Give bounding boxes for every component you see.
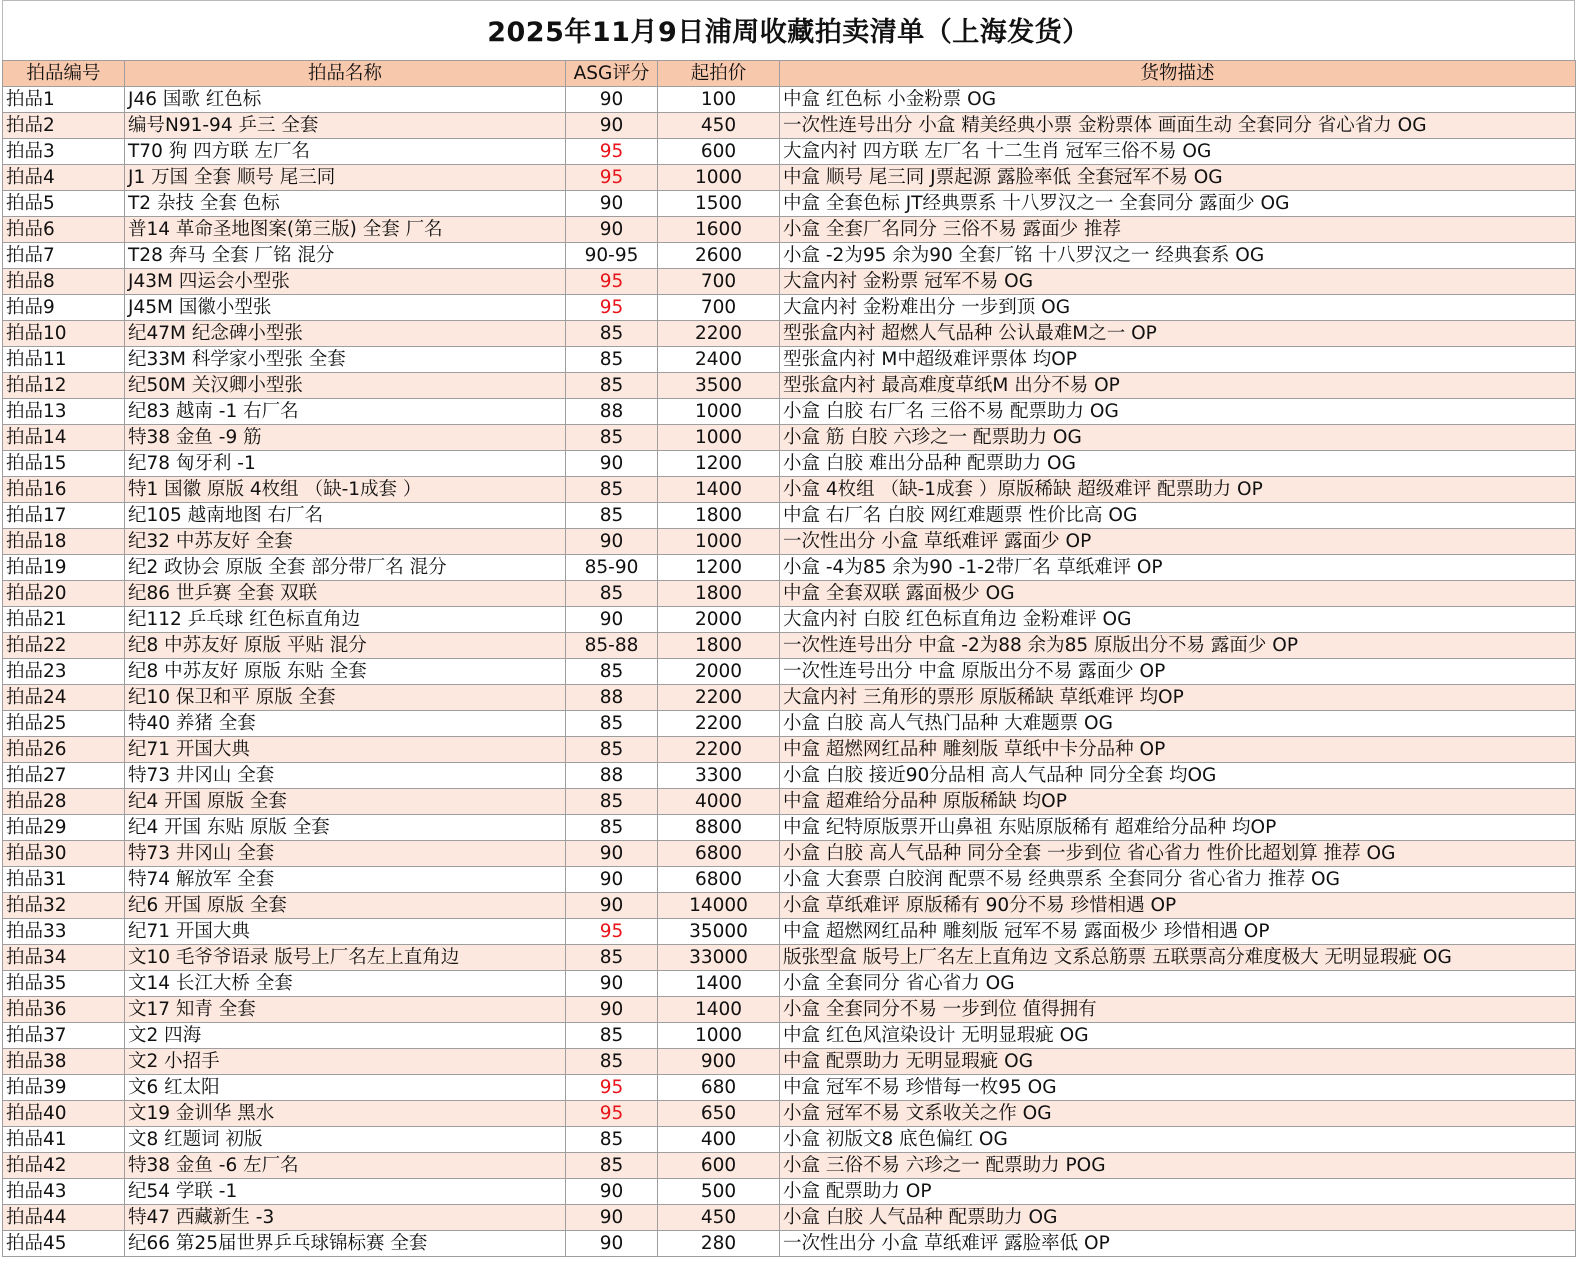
asg-score-cell: 90 <box>566 217 658 243</box>
table-row[interactable] <box>3 321 1576 347</box>
description-cell: 小盒 大套票 白胶润 配票不易 经典票系 全套同分 省心省力 推荐 OG <box>780 867 1576 893</box>
table-row[interactable] <box>3 945 1576 971</box>
lot-name-cell: 特74 解放军 全套 <box>125 867 566 893</box>
lot-name-cell: 文10 毛爷爷语录 版号上厂名左上直角边 <box>125 945 566 971</box>
lot-number-cell: 拍品19 <box>3 555 125 581</box>
description-cell: 中盒 右厂名 白胶 网红难题票 性价比高 OG <box>780 503 1576 529</box>
lot-name-cell: 纪4 开国 原版 全套 <box>125 789 566 815</box>
lot-name-cell: 纪2 政协会 原版 全套 部分带厂名 混分 <box>125 555 566 581</box>
asg-score-cell: 85 <box>566 659 658 685</box>
table-row[interactable] <box>3 893 1576 919</box>
lot-name-cell: 文2 四海 <box>125 1023 566 1049</box>
lot-number-cell: 拍品27 <box>3 763 125 789</box>
description-cell: 型张盒内衬 M中超级难评票体 均OP <box>780 347 1576 373</box>
table-row[interactable] <box>3 1049 1576 1075</box>
table-row[interactable] <box>3 711 1576 737</box>
starting-price-cell: 1200 <box>658 555 780 581</box>
lot-number-cell: 拍品41 <box>3 1127 125 1153</box>
asg-score-cell: 95 <box>566 139 658 165</box>
table-row[interactable] <box>3 399 1576 425</box>
lot-name-cell: 编号N91-94 乒三 全套 <box>125 113 566 139</box>
table-row[interactable] <box>3 1205 1576 1231</box>
column-header-asg-score[interactable]: ASG评分 <box>566 61 658 87</box>
description-cell: 小盒 白胶 高人气热门品种 大难题票 OG <box>780 711 1576 737</box>
lot-name-cell: J1 万国 全套 顺号 尾三同 <box>125 165 566 191</box>
description-cell: 一次性连号出分 中盒 原版出分不易 露面少 OP <box>780 659 1576 685</box>
description-cell: 小盒 -2为95 余为90 全套厂铭 十八罗汉之一 经典套系 OG <box>780 243 1576 269</box>
description-cell: 小盒 白胶 高人气品种 同分全套 一步到位 省心省力 性价比超划算 推荐 OG <box>780 841 1576 867</box>
lot-number-cell: 拍品25 <box>3 711 125 737</box>
lot-name-cell: 纪33M 科学家小型张 全套 <box>125 347 566 373</box>
asg-score-cell: 88 <box>566 763 658 789</box>
lot-name-cell: 纪6 开国 原版 全套 <box>125 893 566 919</box>
column-header-starting-price[interactable]: 起拍价 <box>658 61 780 87</box>
lot-number-cell: 拍品24 <box>3 685 125 711</box>
description-cell: 大盒内衬 三角形的票形 原版稀缺 草纸难评 均OP <box>780 685 1576 711</box>
starting-price-cell: 1000 <box>658 529 780 555</box>
table-row[interactable] <box>3 269 1576 295</box>
starting-price-cell: 650 <box>658 1101 780 1127</box>
starting-price-cell: 700 <box>658 269 780 295</box>
lot-number-cell: 拍品34 <box>3 945 125 971</box>
table-row[interactable] <box>3 503 1576 529</box>
starting-price-cell: 1500 <box>658 191 780 217</box>
table-row[interactable] <box>3 87 1576 113</box>
starting-price-cell: 450 <box>658 113 780 139</box>
starting-price-cell: 1200 <box>658 451 780 477</box>
description-cell: 中盒 配票助力 无明显瑕疵 OG <box>780 1049 1576 1075</box>
asg-score-cell: 88 <box>566 685 658 711</box>
lot-name-cell: 普14 革命圣地图案(第三版) 全套 厂名 <box>125 217 566 243</box>
asg-score-cell: 90 <box>566 607 658 633</box>
lot-number-cell: 拍品1 <box>3 87 125 113</box>
asg-score-cell: 90 <box>566 451 658 477</box>
description-cell: 小盒 全套同分不易 一步到位 值得拥有 <box>780 997 1576 1023</box>
starting-price-cell: 1800 <box>658 633 780 659</box>
asg-score-cell: 90 <box>566 1179 658 1205</box>
asg-score-cell: 85 <box>566 373 658 399</box>
asg-score-cell: 95 <box>566 919 658 945</box>
lot-name-cell: 文2 小招手 <box>125 1049 566 1075</box>
lot-number-cell: 拍品37 <box>3 1023 125 1049</box>
lot-number-cell: 拍品44 <box>3 1205 125 1231</box>
description-cell: 中盒 纪特原版票开山鼻祖 东贴原版稀有 超难给分品种 均OP <box>780 815 1576 841</box>
table-row[interactable] <box>3 1023 1576 1049</box>
lot-name-cell: 纪8 中苏友好 原版 平贴 混分 <box>125 633 566 659</box>
lot-name-cell: 纪54 学联 -1 <box>125 1179 566 1205</box>
lot-name-cell: 特40 养猪 全套 <box>125 711 566 737</box>
description-cell: 中盒 超燃网红品种 雕刻版 冠军不易 露面极少 珍惜相遇 OP <box>780 919 1576 945</box>
lot-name-cell: 特73 井冈山 全套 <box>125 841 566 867</box>
starting-price-cell: 1000 <box>658 165 780 191</box>
table-row[interactable] <box>3 1127 1576 1153</box>
asg-score-cell: 85 <box>566 477 658 503</box>
starting-price-cell: 1400 <box>658 477 780 503</box>
table-row[interactable] <box>3 165 1576 191</box>
lot-number-cell: 拍品31 <box>3 867 125 893</box>
lot-number-cell: 拍品11 <box>3 347 125 373</box>
lot-name-cell: T70 狗 四方联 左厂名 <box>125 139 566 165</box>
asg-score-cell: 85 <box>566 945 658 971</box>
starting-price-cell: 1400 <box>658 997 780 1023</box>
description-cell: 中盒 顺号 尾三同 J票起源 露脸率低 全套冠军不易 OG <box>780 165 1576 191</box>
lot-name-cell: T28 奔马 全套 厂铭 混分 <box>125 243 566 269</box>
starting-price-cell: 4000 <box>658 789 780 815</box>
asg-score-cell: 85 <box>566 347 658 373</box>
asg-score-cell: 85 <box>566 1153 658 1179</box>
asg-score-cell: 85 <box>566 1023 658 1049</box>
description-cell: 小盒 配票助力 OP <box>780 1179 1576 1205</box>
asg-score-cell: 85 <box>566 737 658 763</box>
starting-price-cell: 1800 <box>658 503 780 529</box>
table-row[interactable] <box>3 113 1576 139</box>
description-cell: 一次性出分 小盒 草纸难评 露脸率低 OP <box>780 1231 1576 1257</box>
lot-number-cell: 拍品43 <box>3 1179 125 1205</box>
table-row[interactable] <box>3 373 1576 399</box>
description-cell: 小盒 草纸难评 原版稀有 90分不易 珍惜相遇 OP <box>780 893 1576 919</box>
auction-table <box>2 60 1576 1257</box>
asg-score-cell: 85 <box>566 815 658 841</box>
asg-score-cell: 95 <box>566 269 658 295</box>
lot-name-cell: 纪71 开国大典 <box>125 919 566 945</box>
description-cell: 型张盒内衬 最高难度草纸M 出分不易 OP <box>780 373 1576 399</box>
lot-name-cell: 纪86 世乒赛 全套 双联 <box>125 581 566 607</box>
column-header-lot-number[interactable]: 拍品编号 <box>3 61 125 87</box>
description-cell: 大盒内衬 四方联 左厂名 十二生肖 冠军三俗不易 OG <box>780 139 1576 165</box>
asg-score-cell: 90 <box>566 529 658 555</box>
description-cell: 一次性连号出分 小盒 精美经典小票 金粉票体 画面生动 全套同分 省心省力 OG <box>780 113 1576 139</box>
starting-price-cell: 2000 <box>658 659 780 685</box>
lot-number-cell: 拍品42 <box>3 1153 125 1179</box>
starting-price-cell: 35000 <box>658 919 780 945</box>
table-row[interactable] <box>3 789 1576 815</box>
column-header-description[interactable]: 货物描述 <box>780 61 1576 87</box>
lot-number-cell: 拍品45 <box>3 1231 125 1257</box>
lot-number-cell: 拍品15 <box>3 451 125 477</box>
description-cell: 小盒 白胶 右厂名 三俗不易 配票助力 OG <box>780 399 1576 425</box>
asg-score-cell: 90-95 <box>566 243 658 269</box>
description-cell: 小盒 全套厂名同分 三俗不易 露面少 推荐 <box>780 217 1576 243</box>
starting-price-cell: 2200 <box>658 685 780 711</box>
lot-number-cell: 拍品7 <box>3 243 125 269</box>
lot-name-cell: 特38 金鱼 -6 左厂名 <box>125 1153 566 1179</box>
asg-score-cell: 95 <box>566 165 658 191</box>
starting-price-cell: 900 <box>658 1049 780 1075</box>
lot-number-cell: 拍品35 <box>3 971 125 997</box>
asg-score-cell: 90 <box>566 997 658 1023</box>
table-row[interactable] <box>3 451 1576 477</box>
lot-name-cell: J43M 四运会小型张 <box>125 269 566 295</box>
asg-score-cell: 85-88 <box>566 633 658 659</box>
starting-price-cell: 1400 <box>658 971 780 997</box>
lot-number-cell: 拍品12 <box>3 373 125 399</box>
table-row[interactable] <box>3 139 1576 165</box>
lot-name-cell: 纪71 开国大典 <box>125 737 566 763</box>
asg-score-cell: 90 <box>566 1231 658 1257</box>
lot-name-cell: 纪83 越南 -1 右厂名 <box>125 399 566 425</box>
table-row[interactable] <box>3 529 1576 555</box>
lot-number-cell: 拍品36 <box>3 997 125 1023</box>
table-row[interactable] <box>3 997 1576 1023</box>
lot-number-cell: 拍品26 <box>3 737 125 763</box>
lot-number-cell: 拍品29 <box>3 815 125 841</box>
lot-number-cell: 拍品13 <box>3 399 125 425</box>
starting-price-cell: 1800 <box>658 581 780 607</box>
lot-name-cell: 纪8 中苏友好 原版 东贴 全套 <box>125 659 566 685</box>
asg-score-cell: 85 <box>566 321 658 347</box>
table-row[interactable] <box>3 1153 1576 1179</box>
description-cell: 小盒 白胶 接近90分品相 高人气品种 同分全套 均OG <box>780 763 1576 789</box>
starting-price-cell: 33000 <box>658 945 780 971</box>
lot-name-cell: 文14 长江大桥 全套 <box>125 971 566 997</box>
starting-price-cell: 100 <box>658 87 780 113</box>
asg-score-cell: 85 <box>566 1127 658 1153</box>
starting-price-cell: 680 <box>658 1075 780 1101</box>
lot-number-cell: 拍品6 <box>3 217 125 243</box>
lot-number-cell: 拍品30 <box>3 841 125 867</box>
asg-score-cell: 90 <box>566 893 658 919</box>
lot-number-cell: 拍品39 <box>3 1075 125 1101</box>
lot-name-cell: 纪66 第25届世界乒乓球锦标赛 全套 <box>125 1231 566 1257</box>
lot-number-cell: 拍品23 <box>3 659 125 685</box>
starting-price-cell: 3500 <box>658 373 780 399</box>
table-row[interactable] <box>3 1101 1576 1127</box>
description-cell: 一次性出分 小盒 草纸难评 露面少 OP <box>780 529 1576 555</box>
table-row[interactable] <box>3 841 1576 867</box>
starting-price-cell: 600 <box>658 139 780 165</box>
asg-score-cell: 90 <box>566 87 658 113</box>
table-row[interactable] <box>3 971 1576 997</box>
lot-name-cell: 特38 金鱼 -9 筋 <box>125 425 566 451</box>
lot-number-cell: 拍品4 <box>3 165 125 191</box>
lot-name-cell: 文8 红题词 初版 <box>125 1127 566 1153</box>
lot-number-cell: 拍品21 <box>3 607 125 633</box>
lot-number-cell: 拍品40 <box>3 1101 125 1127</box>
table-row[interactable] <box>3 1231 1576 1257</box>
starting-price-cell: 1600 <box>658 217 780 243</box>
table-row[interactable] <box>3 1179 1576 1205</box>
starting-price-cell: 2200 <box>658 321 780 347</box>
table-row[interactable] <box>3 347 1576 373</box>
starting-price-cell: 6800 <box>658 867 780 893</box>
table-row[interactable] <box>3 763 1576 789</box>
description-cell: 版张型盒 版号上厂名左上直角边 文系总筋票 五联票高分难度极大 无明显瑕疵 OG <box>780 945 1576 971</box>
table-row[interactable] <box>3 737 1576 763</box>
table-row[interactable] <box>3 659 1576 685</box>
table-row[interactable] <box>3 685 1576 711</box>
description-cell: 小盒 初版文8 底色偏红 OG <box>780 1127 1576 1153</box>
table-row[interactable] <box>3 581 1576 607</box>
lot-number-cell: 拍品5 <box>3 191 125 217</box>
starting-price-cell: 700 <box>658 295 780 321</box>
lot-name-cell: 特47 西藏新生 -3 <box>125 1205 566 1231</box>
description-cell: 小盒 筋 白胶 六珍之一 配票助力 OG <box>780 425 1576 451</box>
description-cell: 小盒 白胶 难出分品种 配票助力 OG <box>780 451 1576 477</box>
lot-name-cell: 纪78 匈牙利 -1 <box>125 451 566 477</box>
asg-score-cell: 85 <box>566 425 658 451</box>
lot-number-cell: 拍品14 <box>3 425 125 451</box>
lot-name-cell: 纪10 保卫和平 原版 全套 <box>125 685 566 711</box>
lot-name-cell: J46 国歌 红色标 <box>125 87 566 113</box>
description-cell: 中盒 冠军不易 珍惜每一枚95 OG <box>780 1075 1576 1101</box>
asg-score-cell: 90 <box>566 841 658 867</box>
starting-price-cell: 2200 <box>658 737 780 763</box>
asg-score-cell: 85 <box>566 789 658 815</box>
starting-price-cell: 450 <box>658 1205 780 1231</box>
description-cell: 中盒 超燃网红品种 雕刻版 草纸中卡分品种 OP <box>780 737 1576 763</box>
starting-price-cell: 280 <box>658 1231 780 1257</box>
description-cell: 中盒 超难给分品种 原版稀缺 均OP <box>780 789 1576 815</box>
description-cell: 大盒内衬 金粉难出分 一步到顶 OG <box>780 295 1576 321</box>
lot-number-cell: 拍品9 <box>3 295 125 321</box>
starting-price-cell: 2000 <box>658 607 780 633</box>
lot-name-cell: 文17 知青 全套 <box>125 997 566 1023</box>
asg-score-cell: 95 <box>566 1101 658 1127</box>
description-cell: 小盒 4枚组 （缺-1成套 ）原版稀缺 超级难评 配票助力 OP <box>780 477 1576 503</box>
starting-price-cell: 1000 <box>658 399 780 425</box>
description-cell: 一次性连号出分 中盒 -2为88 余为85 原版出分不易 露面少 OP <box>780 633 1576 659</box>
lot-number-cell: 拍品2 <box>3 113 125 139</box>
lot-name-cell: 纪112 乒乓球 红色标直角边 <box>125 607 566 633</box>
lot-number-cell: 拍品16 <box>3 477 125 503</box>
starting-price-cell: 14000 <box>658 893 780 919</box>
lot-number-cell: 拍品17 <box>3 503 125 529</box>
starting-price-cell: 2600 <box>658 243 780 269</box>
starting-price-cell: 8800 <box>658 815 780 841</box>
lot-name-cell: 文6 红太阳 <box>125 1075 566 1101</box>
asg-score-cell: 90 <box>566 1205 658 1231</box>
starting-price-cell: 1000 <box>658 425 780 451</box>
asg-score-cell: 85-90 <box>566 555 658 581</box>
lot-name-cell: 纪105 越南地图 右厂名 <box>125 503 566 529</box>
lot-name-cell: 纪50M 关汉卿小型张 <box>125 373 566 399</box>
description-cell: 大盒内衬 白胶 红色标直角边 金粉难评 OG <box>780 607 1576 633</box>
description-cell: 中盒 红色标 小金粉票 OG <box>780 87 1576 113</box>
lot-number-cell: 拍品38 <box>3 1049 125 1075</box>
asg-score-cell: 95 <box>566 295 658 321</box>
lot-number-cell: 拍品3 <box>3 139 125 165</box>
starting-price-cell: 6800 <box>658 841 780 867</box>
auction-sheet <box>2 0 1575 1280</box>
table-row[interactable] <box>3 425 1576 451</box>
asg-score-cell: 90 <box>566 971 658 997</box>
description-cell: 中盒 红色风渲染设计 无明显瑕疵 OG <box>780 1023 1576 1049</box>
table-row[interactable] <box>3 633 1576 659</box>
asg-score-cell: 90 <box>566 113 658 139</box>
lot-number-cell: 拍品18 <box>3 529 125 555</box>
asg-score-cell: 85 <box>566 581 658 607</box>
lot-number-cell: 拍品32 <box>3 893 125 919</box>
lot-name-cell: J45M 国徽小型张 <box>125 295 566 321</box>
lot-name-cell: 纪4 开国 东贴 原版 全套 <box>125 815 566 841</box>
description-cell: 大盒内衬 金粉票 冠军不易 OG <box>780 269 1576 295</box>
lot-name-cell: 纪47M 纪念碑小型张 <box>125 321 566 347</box>
table-row[interactable] <box>3 477 1576 503</box>
starting-price-cell: 500 <box>658 1179 780 1205</box>
lot-name-cell: 纪32 中苏友好 全套 <box>125 529 566 555</box>
asg-score-cell: 85 <box>566 711 658 737</box>
starting-price-cell: 600 <box>658 1153 780 1179</box>
description-cell: 中盒 全套色标 JT经典票系 十八罗汉之一 全套同分 露面少 OG <box>780 191 1576 217</box>
table-row[interactable] <box>3 191 1576 217</box>
sheet-title: 2025年11月9日浦周收藏拍卖清单（上海发货） <box>2 0 1575 60</box>
table-row[interactable] <box>3 295 1576 321</box>
table-row[interactable] <box>3 919 1576 945</box>
description-cell: 小盒 白胶 人气品种 配票助力 OG <box>780 1205 1576 1231</box>
description-cell: 小盒 三俗不易 六珍之一 配票助力 POG <box>780 1153 1576 1179</box>
column-header-lot-name[interactable]: 拍品名称 <box>125 61 566 87</box>
table-row[interactable] <box>3 867 1576 893</box>
lot-name-cell: 文19 金训华 黑水 <box>125 1101 566 1127</box>
table-row[interactable] <box>3 555 1576 581</box>
asg-score-cell: 85 <box>566 1049 658 1075</box>
description-cell: 小盒 全套同分 省心省力 OG <box>780 971 1576 997</box>
description-cell: 型张盒内衬 超燃人气品种 公认最难M之一 OP <box>780 321 1576 347</box>
starting-price-cell: 2400 <box>658 347 780 373</box>
starting-price-cell: 1000 <box>658 1023 780 1049</box>
lot-name-cell: 特73 井冈山 全套 <box>125 763 566 789</box>
table-body <box>3 87 1576 1257</box>
description-cell: 中盒 全套双联 露面极少 OG <box>780 581 1576 607</box>
description-cell: 小盒 -4为85 余为90 -1-2带厂名 草纸难评 OP <box>780 555 1576 581</box>
table-row[interactable] <box>3 815 1576 841</box>
table-row[interactable] <box>3 1075 1576 1101</box>
lot-number-cell: 拍品10 <box>3 321 125 347</box>
table-row[interactable] <box>3 217 1576 243</box>
starting-price-cell: 2200 <box>658 711 780 737</box>
lot-number-cell: 拍品22 <box>3 633 125 659</box>
asg-score-cell: 90 <box>566 191 658 217</box>
starting-price-cell: 3300 <box>658 763 780 789</box>
asg-score-cell: 90 <box>566 867 658 893</box>
asg-score-cell: 88 <box>566 399 658 425</box>
asg-score-cell: 95 <box>566 1075 658 1101</box>
lot-number-cell: 拍品8 <box>3 269 125 295</box>
table-row[interactable] <box>3 607 1576 633</box>
lot-name-cell: T2 杂技 全套 色标 <box>125 191 566 217</box>
table-row[interactable] <box>3 243 1576 269</box>
lot-name-cell: 特1 国徽 原版 4枚组 （缺-1成套 ） <box>125 477 566 503</box>
lot-number-cell: 拍品20 <box>3 581 125 607</box>
header-row <box>3 61 1576 87</box>
description-cell: 小盒 冠军不易 文系收关之作 OG <box>780 1101 1576 1127</box>
starting-price-cell: 400 <box>658 1127 780 1153</box>
lot-number-cell: 拍品33 <box>3 919 125 945</box>
lot-number-cell: 拍品28 <box>3 789 125 815</box>
asg-score-cell: 85 <box>566 503 658 529</box>
